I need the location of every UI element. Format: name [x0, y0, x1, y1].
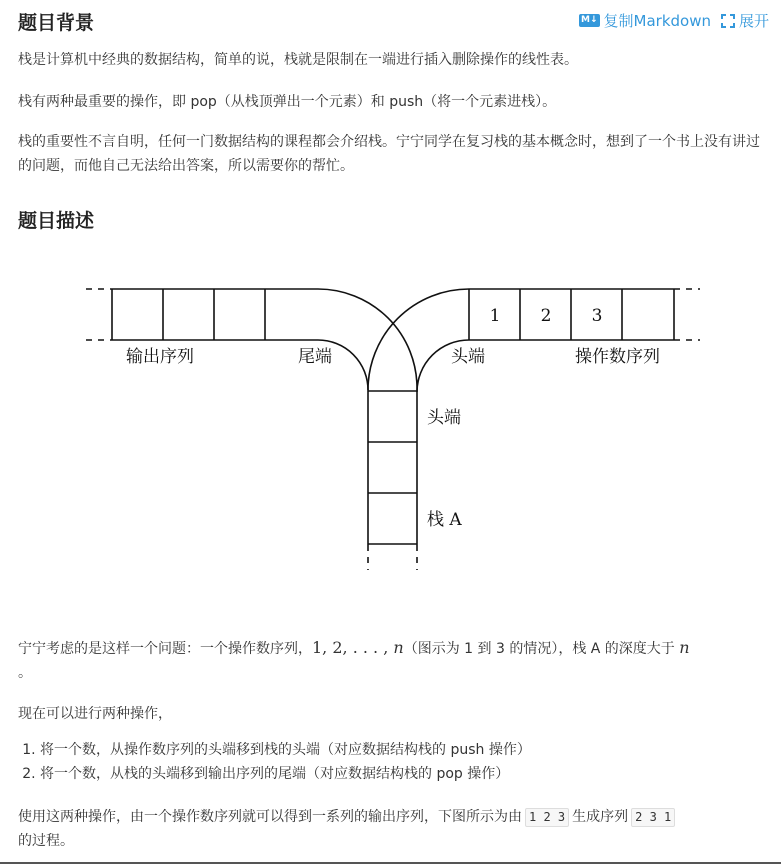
stack-head-label: 头端 — [427, 408, 461, 428]
math-sequence: 1, 2, . . . , — [312, 638, 394, 657]
desc-text: 生成序列 — [572, 809, 629, 825]
ops-value: 1 — [489, 306, 501, 326]
desc-text: 的过程。 — [18, 833, 74, 849]
list-item: 2. 将一个数，从栈的头端移到输出序列的尾端（对应数据结构栈的 pop 操作） — [40, 762, 780, 786]
desc-text: 。 — [18, 665, 32, 681]
math-n: n — [393, 638, 404, 657]
description-paragraph-2: 现在可以进行两种操作， — [18, 706, 172, 722]
description-paragraph-1 — [18, 636, 766, 685]
background-heading: 题目背景 — [18, 12, 95, 34]
background-paragraph-2: 栈有两种最重要的操作，即 pop（从栈顶弹出一个元素）和 push（将一个元素进栈）。 — [18, 94, 557, 110]
description-heading: 题目描述 — [18, 210, 95, 232]
stack-a-label: 栈 A — [427, 510, 462, 530]
background-paragraph-1: 栈是计算机中经典的数据结构，简单的说，栈就是限制在一端进行插入删除操作的线性表。 — [18, 52, 578, 68]
description-paragraph-3 — [18, 805, 766, 853]
head-label: 头端 — [451, 347, 485, 367]
ops-value: 3 — [591, 306, 603, 326]
markdown-icon: M↓ — [581, 15, 598, 25]
ops-value: 2 — [540, 306, 552, 326]
code-sequence-input: 1 2 3 — [525, 808, 569, 827]
math-n: n — [679, 638, 690, 657]
expand-label: 展开 — [738, 12, 769, 30]
output-sequence-label: 输出序列 — [126, 347, 194, 367]
operations-list — [18, 738, 780, 786]
copy-markdown-label: 复制Markdown — [603, 12, 711, 30]
list-item: 1. 将一个数，从操作数序列的头端移到栈的头端（对应数据结构栈的 push 操作） — [40, 738, 780, 762]
desc-text: 宁宁考虑的是这样一个问题：一个操作数序列， — [18, 641, 312, 657]
background-paragraph-3: 栈的重要性不言自明，任何一门数据结构的课程都会介绍栈。宁宁同学在复习栈的基本概念时，想到了一个书上没有讲过的问题，而他自己无法给出答案，所以需要你的帮忙。 — [18, 134, 760, 174]
code-sequence-output: 2 3 1 — [631, 808, 675, 827]
tail-label: 尾端 — [298, 347, 332, 367]
ops-sequence-label: 操作数序列 — [575, 347, 660, 367]
desc-text: （图示为 1 到 3 的情况），栈 A 的深度大于 — [403, 641, 680, 657]
desc-text: 使用这两种操作，由一个操作数序列就可以得到一系列的输出序列，下图所示为由 — [18, 809, 522, 825]
